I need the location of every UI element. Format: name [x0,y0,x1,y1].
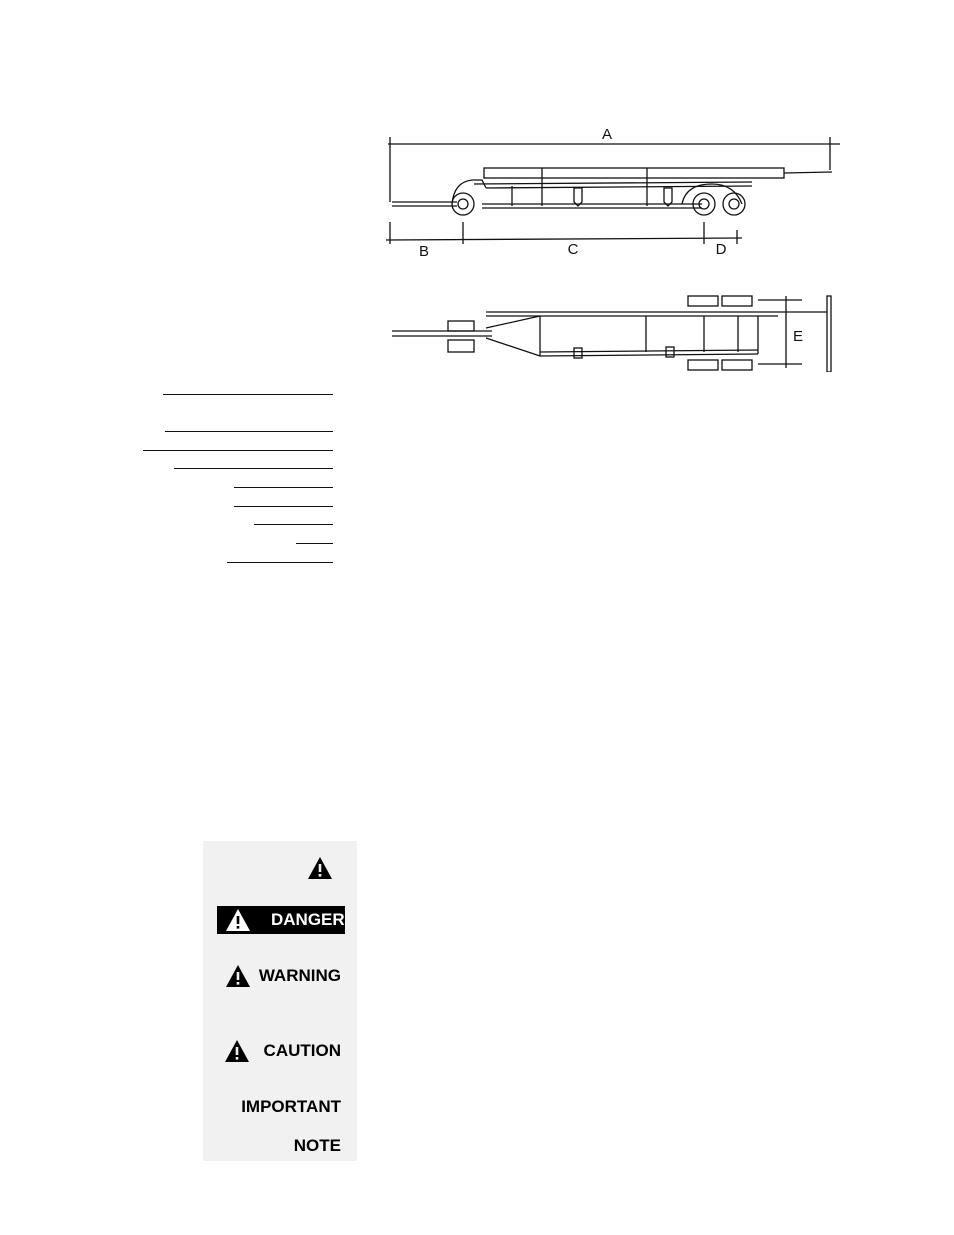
warning-signal [225,964,341,988]
blank-line [143,450,333,451]
important-label: IMPORTANT [241,1097,341,1116]
note-label: NOTE [293,1136,341,1155]
note-signal [294,1136,341,1156]
safety-signal-words-panel [203,841,357,1161]
warning-triangle-icon [225,908,251,932]
danger-label: DANGER [271,910,345,929]
safety-alert-symbol [307,856,341,880]
dimension-label-b: B [418,243,430,260]
dimension-label-a: A [601,126,613,143]
blank-line [227,562,333,563]
blank-line [165,431,333,432]
trailer-side-view-diagram [382,122,842,264]
dimension-label-e: E [792,328,804,345]
blank-line [234,487,333,488]
dimension-label-c: C [567,241,579,258]
danger-signal [217,906,345,934]
caution-signal [224,1039,341,1063]
caution-label: CAUTION [263,1041,341,1060]
important-signal [241,1097,341,1117]
blank-line [296,543,333,544]
trailer-top-view-diagram [382,290,842,372]
warning-triangle-icon [225,964,251,988]
warning-label: WARNING [258,966,341,985]
warning-triangle-icon [224,1039,250,1063]
blank-line [174,468,333,469]
warning-triangle-icon [307,856,333,880]
blank-line [254,524,333,525]
blank-line [163,394,333,395]
dimension-label-d: D [715,241,727,258]
blank-line [234,506,333,507]
